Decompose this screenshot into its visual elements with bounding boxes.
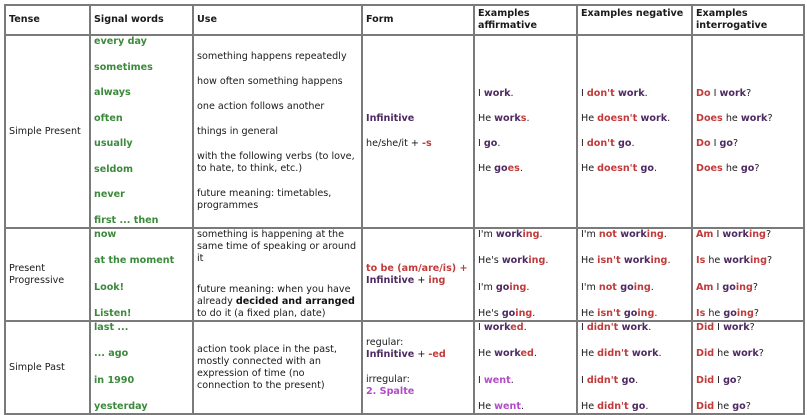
verb-part: go: [722, 281, 736, 293]
text-part: He's: [478, 255, 502, 267]
signal-word: ... ago: [94, 348, 129, 360]
text-part: He: [478, 113, 495, 124]
verb-part: go: [483, 138, 498, 149]
text-part: ?: [765, 229, 772, 240]
signal-words-list: [94, 229, 189, 320]
text-part: .: [667, 255, 671, 267]
use-emphasis: decided and arranged: [235, 296, 355, 307]
text-part: ?: [753, 307, 759, 319]
example-sentence: [581, 401, 688, 413]
verb-part: go: [740, 163, 755, 174]
auxiliary-part: ing: [633, 281, 651, 293]
text-part: He: [581, 113, 598, 124]
auxiliary-part: ing: [637, 307, 655, 319]
signal-word: every day: [94, 36, 147, 47]
text-part: ?: [754, 163, 760, 174]
verb-part: go: [719, 138, 733, 149]
signal-word: at the moment: [94, 255, 175, 267]
tenses-table: [4, 4, 805, 415]
auxiliary-part: didn't: [597, 348, 629, 360]
text-part: He: [478, 400, 495, 412]
text-part: .: [526, 113, 530, 124]
signal-word: Look!: [94, 281, 125, 293]
header-signal-words: Signal words: [90, 5, 193, 35]
text-part: .: [635, 374, 639, 386]
example-sentence: [581, 308, 688, 320]
text-part: I'm: [581, 229, 599, 240]
text-part: He: [581, 400, 598, 412]
auxiliary-part: ing: [735, 281, 753, 293]
example-sentence: [696, 322, 800, 334]
form-regular: Infinitive + -ed: [366, 349, 446, 360]
example-sentence: [581, 229, 688, 241]
text-part: .: [526, 281, 530, 293]
text-part: I: [478, 88, 484, 99]
example-sentence: [478, 322, 573, 334]
text-part: .: [654, 163, 658, 174]
text-part: ?: [766, 255, 773, 267]
example-sentence: [696, 308, 800, 320]
text-part: I: [713, 229, 723, 240]
form-cell: [362, 228, 474, 321]
text-part: He's: [478, 307, 502, 319]
text-part: He: [581, 163, 598, 174]
example-sentence: [696, 255, 800, 267]
auxiliary-part: Am: [696, 229, 714, 240]
form-cell: [362, 35, 474, 228]
auxiliary-part: ing: [748, 229, 766, 240]
text-part: ?: [752, 281, 758, 293]
example-sentence: [696, 138, 800, 150]
header-row: [5, 5, 804, 35]
header-examples-interrogative: Examples interrogative: [692, 5, 804, 35]
auxiliary-part: Am: [696, 281, 714, 293]
text-part: .: [532, 307, 536, 319]
auxiliary-part: Do: [696, 138, 711, 149]
signal-word: sometimes: [94, 61, 153, 73]
auxiliary-part: not: [598, 229, 617, 240]
text-part: .: [523, 322, 527, 333]
auxiliary-part: Did: [696, 348, 715, 360]
auxiliary-part: didn't: [586, 374, 619, 386]
auxiliary-part: Do: [696, 88, 711, 99]
text-part: .: [497, 138, 501, 149]
example-sentence: [581, 375, 688, 387]
example-sentence: [696, 163, 800, 175]
header-tense: Tense: [5, 5, 90, 35]
example-sentence: [478, 282, 573, 294]
text-part: .: [510, 374, 514, 386]
verb-part: work: [628, 348, 659, 360]
example-sentence: [581, 255, 688, 267]
verb-part: work: [723, 322, 750, 333]
example-sentence: [478, 138, 573, 150]
use-cell: [193, 35, 362, 228]
example-sentence: [478, 88, 573, 100]
tense-name: Simple Present: [9, 125, 81, 137]
text-part: .: [654, 307, 658, 319]
verb-part: go: [723, 307, 737, 319]
text-part: .: [510, 88, 514, 99]
header-use: Use: [193, 5, 362, 35]
text-part: he: [714, 400, 733, 412]
text-part: He: [581, 255, 598, 267]
negative-cell: [577, 321, 692, 414]
verb-part: work: [637, 113, 668, 124]
example-sentence: [581, 163, 688, 175]
example-sentence: [581, 282, 688, 294]
signal-words-list: [94, 36, 189, 227]
signal-word: seldom: [94, 163, 133, 175]
text-part: .: [533, 348, 537, 360]
interrogative-cell: [692, 35, 804, 228]
verb-part: work: [483, 322, 511, 333]
use-item: future meaning: timetables, programmes: [197, 188, 332, 211]
form-regular-label: regular:: [366, 337, 404, 348]
auxiliary-part: ing: [528, 255, 546, 267]
verb-part: go: [616, 281, 634, 293]
text-part: He: [478, 348, 495, 360]
example-sentence: [478, 375, 573, 387]
signal-word: never: [94, 189, 125, 201]
text-part: I: [710, 88, 720, 99]
form-irregular-label: irregular:: [366, 374, 410, 385]
auxiliary-part: Is: [696, 255, 706, 267]
use-item: action took place in the past, mostly connected with an expression of time (no connection to the present): [197, 343, 337, 391]
text-part: He: [478, 163, 495, 174]
example-sentence: [696, 348, 800, 360]
verb-part: work: [501, 255, 529, 267]
auxiliary-part: not: [598, 281, 617, 293]
example-sentence: [696, 88, 800, 100]
signal-word: often: [94, 112, 123, 124]
auxiliary-part: doesn't: [597, 163, 638, 174]
auxiliary-part: isn't: [597, 307, 621, 319]
signal-words-cell: [90, 35, 193, 228]
tense-name: Simple Past: [9, 361, 65, 373]
example-sentence: [478, 255, 573, 267]
form-suffix-s: -s: [422, 138, 432, 149]
verb-part: work: [722, 229, 749, 240]
text-part: ?: [767, 113, 773, 124]
header-form: Form: [362, 5, 474, 35]
text-part: I: [581, 138, 587, 149]
form-infinitive: Infinitive: [366, 113, 415, 124]
use-item: one action follows another: [197, 101, 325, 112]
text-part: I: [478, 374, 484, 386]
verb-part: go: [732, 400, 746, 412]
signal-word: first ... then: [94, 214, 159, 226]
form-line-1: to be (am/are/is) +: [366, 262, 468, 274]
text-part: .: [645, 400, 649, 412]
verb-part: go: [628, 400, 646, 412]
signal-word: always: [94, 87, 131, 99]
example-sentence: [696, 401, 800, 413]
text-part: ?: [758, 348, 764, 360]
verb-part: went: [483, 374, 511, 386]
table-row-present-progressive: [5, 228, 804, 321]
text-part: .: [519, 163, 523, 174]
example-sentence: [581, 348, 688, 360]
verb-part: work: [616, 229, 647, 240]
auxiliary-part: Did: [696, 322, 715, 333]
negative-cell: [577, 35, 692, 228]
interrogative-cell: [692, 321, 804, 414]
text-part: .: [545, 255, 549, 267]
text-part: I: [478, 138, 484, 149]
header-examples-affirmative: Examples affirmative: [474, 5, 577, 35]
tense-cell: [5, 228, 90, 321]
verb-part: go: [495, 281, 510, 293]
verb-part: go: [614, 138, 632, 149]
example-sentence: [478, 308, 573, 320]
verb-part: go: [723, 374, 737, 386]
text-part: .: [539, 229, 543, 240]
verb-part: work: [494, 113, 521, 124]
auxiliary-part: ing: [650, 255, 668, 267]
affirmative-cell: [474, 35, 577, 228]
text-part: ?: [736, 374, 742, 386]
verb-part: work: [723, 255, 750, 267]
form-cell: [362, 321, 474, 414]
example-sentence: [696, 375, 800, 387]
table-row-simple-present: [5, 35, 804, 228]
signal-words-list: [94, 322, 189, 413]
auxiliary-part: Did: [696, 400, 715, 412]
auxiliary-part: Is: [696, 307, 706, 319]
signal-word: yesterday: [94, 400, 148, 412]
verb-part: go: [494, 163, 508, 174]
auxiliary-part: ing: [522, 229, 540, 240]
affirmative-cell: [474, 228, 577, 321]
use-item: things in general: [197, 126, 278, 137]
text-part: he: [705, 255, 724, 267]
signal-word: now: [94, 229, 117, 240]
text-part: I'm: [478, 229, 496, 240]
auxiliary-part: don't: [586, 88, 615, 99]
example-sentence: [478, 401, 573, 413]
text-part: I: [581, 374, 587, 386]
auxiliary-part: ing: [749, 255, 767, 267]
tense-cell: [5, 35, 90, 228]
text-part: ?: [745, 400, 751, 412]
auxiliary-part: es: [507, 163, 520, 174]
header-examples-negative: Examples negative: [577, 5, 692, 35]
text-part: ?: [749, 322, 755, 333]
use-item: future meaning: when you have already decided and arranged to do it (a fixed plan, date): [197, 284, 355, 319]
text-part: .: [658, 348, 662, 360]
example-sentence: [696, 282, 800, 294]
example-sentence: [696, 229, 800, 241]
auxiliary-part: don't: [586, 138, 615, 149]
signal-word: Listen!: [94, 307, 132, 319]
auxiliary-part: ed: [510, 322, 524, 333]
text-part: he: [722, 163, 741, 174]
example-sentence: [478, 229, 573, 241]
auxiliary-part: Did: [696, 374, 715, 386]
auxiliary-part: Does: [696, 113, 723, 124]
use-item: with the following verbs (to love, to hate, to think, etc.): [197, 151, 355, 174]
use-cell: [193, 321, 362, 414]
example-sentence: [478, 348, 573, 360]
text-part: .: [644, 88, 648, 99]
text-part: .: [650, 281, 654, 293]
auxiliary-part: isn't: [597, 255, 621, 267]
verb-part: work: [618, 322, 649, 333]
example-sentence: [696, 113, 800, 125]
form-line-2: Infinitive + ing: [366, 274, 446, 286]
auxiliary-part: didn't: [597, 400, 629, 412]
signal-word: last ...: [94, 322, 129, 333]
signal-word: in 1990: [94, 374, 135, 386]
text-part: I: [714, 322, 724, 333]
use-item: how often something happens: [197, 76, 343, 87]
example-sentence: [581, 88, 688, 100]
text-part: .: [631, 138, 635, 149]
example-sentence: [478, 113, 573, 125]
verb-part: work: [483, 88, 511, 99]
auxiliary-part: ed: [520, 348, 534, 360]
use-item: something happens repeatedly: [197, 51, 347, 62]
example-sentence: [581, 322, 688, 334]
text-part: I: [710, 138, 720, 149]
affirmative-cell: [474, 321, 577, 414]
auxiliary-part: ing: [736, 307, 754, 319]
text-part: he: [722, 113, 741, 124]
verb-part: work: [620, 255, 651, 267]
negative-cell: [577, 228, 692, 321]
text-part: .: [667, 113, 671, 124]
text-part: I: [478, 322, 484, 333]
auxiliary-part: didn't: [586, 322, 619, 333]
form-third-person: he/she/it + -s: [366, 138, 432, 149]
verb-part: go: [620, 307, 638, 319]
example-sentence: [478, 163, 573, 175]
verb-part: go: [618, 374, 636, 386]
auxiliary-part: ing: [515, 307, 533, 319]
text-part: .: [663, 229, 667, 240]
auxiliary-part: Does: [696, 163, 723, 174]
verb-part: go: [637, 163, 655, 174]
use-cell: [193, 228, 362, 321]
example-sentence: [581, 113, 688, 125]
verb-part: work: [494, 348, 521, 360]
use-item: something is happening at the same time of speaking or around it: [197, 229, 357, 264]
signal-word: usually: [94, 138, 133, 150]
verb-part: work: [719, 88, 747, 99]
verb-part: work: [614, 88, 645, 99]
tense-cell: [5, 321, 90, 414]
text-part: I: [581, 322, 587, 333]
text-part: He: [581, 348, 598, 360]
tense-name: Present Progressive: [9, 262, 65, 286]
text-part: he: [714, 348, 733, 360]
auxiliary-part: doesn't: [597, 113, 638, 124]
verb-part: go: [501, 307, 516, 319]
verb-part: work: [495, 229, 523, 240]
verb-part: work: [732, 348, 759, 360]
example-sentence: [581, 138, 688, 150]
use-list: [197, 51, 358, 212]
auxiliary-part: ing: [509, 281, 527, 293]
text-part: I: [581, 88, 587, 99]
verb-part: work: [740, 113, 768, 124]
text-part: ?: [746, 88, 752, 99]
text-part: He: [581, 307, 598, 319]
interrogative-cell: [692, 228, 804, 321]
signal-words-cell: [90, 228, 193, 321]
verb-part: went: [494, 400, 521, 412]
text-part: I'm: [478, 281, 496, 293]
text-part: he: [705, 307, 724, 319]
text-part: I: [714, 374, 724, 386]
auxiliary-part: s: [520, 113, 527, 124]
form-irregular-value: 2. Spalte: [366, 386, 415, 397]
text-part: ?: [732, 138, 739, 149]
text-part: I'm: [581, 281, 599, 293]
text-part: .: [520, 400, 525, 412]
text-part: .: [648, 322, 652, 333]
auxiliary-part: ing: [646, 229, 664, 240]
text-part: I: [713, 281, 723, 293]
table-row-simple-past: [5, 321, 804, 414]
signal-words-cell: [90, 321, 193, 414]
